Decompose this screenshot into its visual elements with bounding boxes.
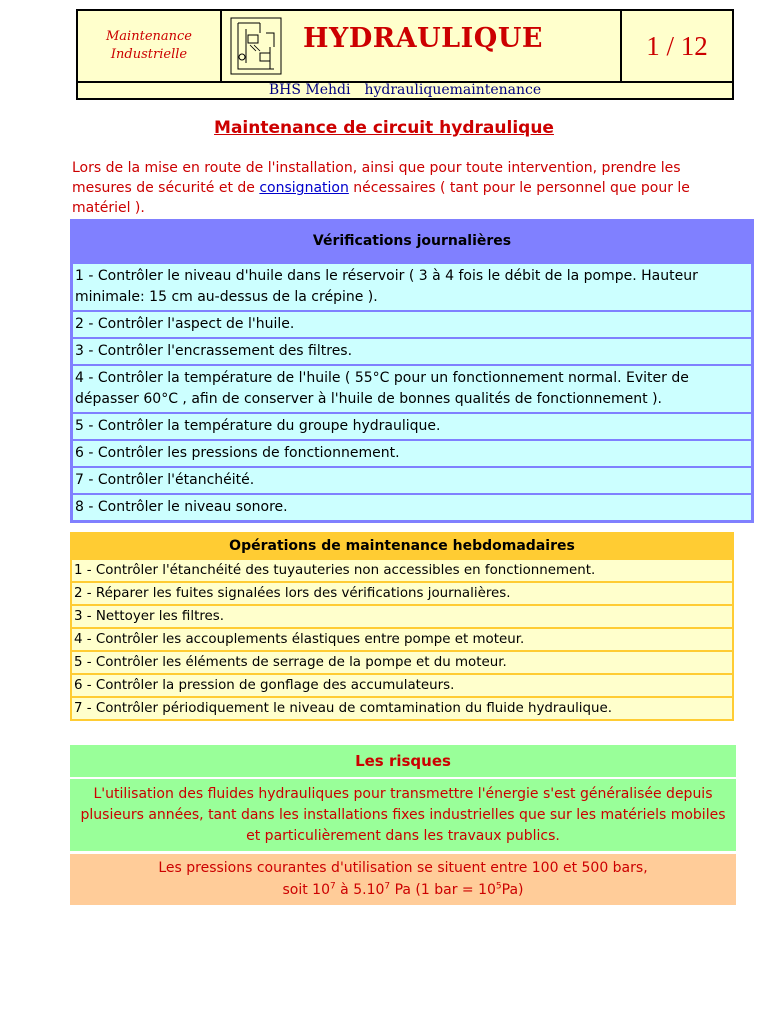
daily-checks-header: Vérifications journalières [312, 233, 512, 249]
pressure-exponent: 7 [384, 881, 391, 892]
hydraulic-schematic-icon [230, 17, 282, 75]
page-title: Maintenance de circuit hydraulique [214, 118, 554, 138]
weekly-maintenance-header: Opérations de maintenance hebdomadaires [70, 532, 734, 560]
weekly-maintenance-item: 4 - Contrôler les accouplements élastiques entre pompe et moteur. [70, 629, 734, 652]
risks-section [70, 745, 736, 905]
weekly-maintenance-item: 1 - Contrôler l'étanchéité des tuyauteries non accessibles en fonctionnement. [70, 560, 734, 583]
daily-check-item: 8 - Contrôler le niveau sonore. [71, 495, 753, 522]
weekly-maintenance-item: 6 - Contrôler la pression de gonflage des accumulateurs. [70, 675, 734, 698]
pressure-pa: Pa (1 bar = 10 [390, 882, 496, 898]
document-header [76, 9, 734, 100]
pressure-end: Pa) [501, 882, 524, 898]
weekly-maintenance-table [70, 532, 734, 721]
intro-paragraph [72, 158, 712, 218]
daily-check-item: 4 - Contrôler la température de l'huile ( 55°C pour un fonctionnement normal. Eviter de dépasser 60°C , afin de conserver à l'huile de bonnes qualités de fonctionnement ). [71, 366, 753, 414]
risks-text: L'utilisation des fluides hydrauliques pour transmettre l'énergie s'est généralisée depuis plusieurs années, tant dans les installations fixes industrielles que sur les matériels mobiles et particulièrement dans les travaux publics. [70, 779, 736, 851]
daily-checks-table [70, 219, 754, 523]
header-author-row [78, 81, 732, 98]
daily-check-item: 5 - Contrôler la température du groupe hydraulique. [71, 414, 753, 441]
header-top-row [78, 11, 732, 83]
page-number: 1 / 12 [620, 11, 732, 81]
weekly-maintenance-item: 3 - Nettoyer les filtres. [70, 606, 734, 629]
header-title: HYDRAULIQUE [303, 23, 543, 54]
daily-check-item: 1 - Contrôler le niveau d'huile dans le réservoir ( 3 à 4 fois le débit de la pompe. Hauteur minimale: 15 cm au-dessus de la crépine ). [71, 262, 753, 312]
risks-header: Les risques [70, 745, 736, 777]
daily-check-item: 6 - Contrôler les pressions de fonctionnement. [71, 441, 753, 468]
pressure-mid: à 5.10 [335, 882, 385, 898]
department-line-2: Industrielle [110, 47, 188, 62]
weekly-maintenance-item: 2 - Réparer les fuites signalées lors des vérifications journalières. [70, 583, 734, 606]
pressure-exponent: 5 [495, 881, 502, 892]
intro-text-end: nécessaires ( tant pour le personnel que pour le matériel ). [72, 180, 690, 216]
header-department [78, 11, 222, 81]
daily-check-item: 2 - Contrôler l'aspect de l'huile. [71, 312, 753, 339]
department-line-1: Maintenance [106, 29, 192, 44]
author-name: BHS Mehdi [268, 81, 351, 98]
consignation-link[interactable]: consignation [259, 180, 349, 196]
site-name: hydrauliquemaintenance [364, 81, 542, 98]
daily-check-item: 7 - Contrôler l'étanchéité. [71, 468, 753, 495]
pressure-line-2 [80, 879, 726, 901]
pressure-soit: soit 10 [282, 882, 330, 898]
pressure-exponent: 7 [330, 881, 336, 892]
pressure-line-1: Les pressions courantes d'utilisation se situent entre 100 et 500 bars, [158, 860, 648, 876]
weekly-maintenance-item: 7 - Contrôler périodiquement le niveau de comtamination du fluide hydraulique. [70, 698, 734, 721]
intro-text-start: Lors de la mise en route de l'installation, ainsi que pour toute intervention, prendre les mesures de sécurité et de [72, 160, 681, 196]
daily-check-item: 3 - Contrôler l'encrassement des filtres. [71, 339, 753, 366]
pressure-note [70, 854, 736, 905]
weekly-maintenance-item: 5 - Contrôler les éléments de serrage de la pompe et du moteur. [70, 652, 734, 675]
